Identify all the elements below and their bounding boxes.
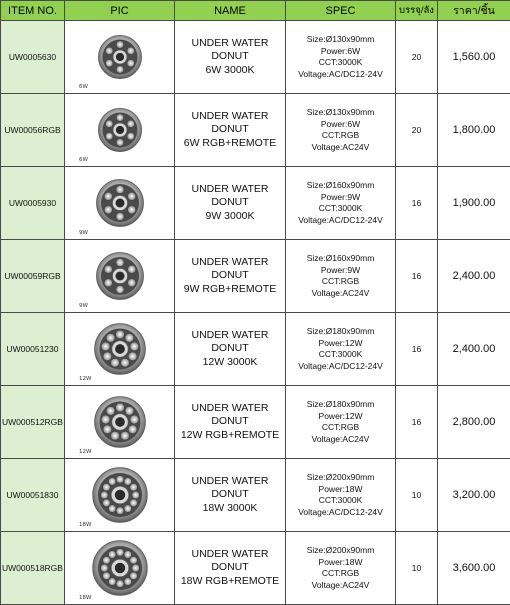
unit-price: 2,400.00 — [453, 270, 496, 282]
name-line: DONUT — [175, 342, 285, 356]
spec-line: Power:12W — [286, 338, 395, 350]
name-line: UNDER WATER — [175, 183, 285, 197]
name-line: DONUT — [175, 488, 285, 502]
pic-cell — [65, 94, 175, 167]
spec-line: Voltage:AC24V — [286, 580, 395, 592]
spec-cell — [286, 386, 396, 459]
item-no-cell — [1, 386, 65, 459]
watt-label: 6W — [79, 84, 88, 90]
spec-cell — [286, 21, 396, 94]
spec-cell — [286, 167, 396, 240]
header-name: NAME — [175, 1, 286, 21]
item-no: UW00051230 — [7, 344, 59, 354]
donut-light-icon — [97, 107, 143, 153]
pack-cell — [396, 167, 438, 240]
name-line: DONUT — [175, 196, 285, 210]
pack-cell — [396, 94, 438, 167]
spec-line: Voltage:AC/DC12-24V — [286, 69, 395, 81]
table-row — [1, 459, 510, 532]
item-no: UW0005930 — [9, 198, 56, 208]
price-cell — [438, 386, 510, 459]
name-line: DONUT — [175, 561, 285, 575]
donut-light-icon — [93, 322, 147, 376]
item-no-cell — [1, 240, 65, 313]
spec-line: Voltage:AC24V — [286, 434, 395, 446]
unit-price: 1,900.00 — [453, 197, 496, 209]
unit-price: 3,200.00 — [453, 489, 496, 501]
name-cell — [175, 21, 286, 94]
donut-light-icon — [95, 251, 145, 301]
watt-label: 18W — [79, 522, 91, 528]
header-price: ราคา/ชิ้น — [438, 1, 510, 21]
name-cell — [175, 459, 286, 532]
item-no-cell — [1, 167, 65, 240]
item-no-cell — [1, 459, 65, 532]
name-line: DONUT — [175, 415, 285, 429]
table-row — [1, 313, 510, 386]
spec-line: CCT:3000K — [286, 203, 395, 215]
pic-cell — [65, 459, 175, 532]
spec-line: Size:Ø180x90mm — [286, 399, 395, 411]
name-cell — [175, 167, 286, 240]
price-cell — [438, 167, 510, 240]
pic-cell — [65, 21, 175, 94]
donut-light-icon — [97, 34, 143, 80]
unit-price: 1,560.00 — [453, 51, 496, 63]
spec-line: Size:Ø180x90mm — [286, 326, 395, 338]
spec-line: Size:Ø200x90mm — [286, 545, 395, 557]
pack-cell — [396, 386, 438, 459]
name-line: 18W 3000K — [175, 502, 285, 516]
name-cell — [175, 240, 286, 313]
spec-line: CCT:RGB — [286, 422, 395, 434]
header-spec: SPEC — [286, 1, 396, 21]
price-cell — [438, 532, 510, 605]
item-no: UW00051830 — [7, 490, 59, 500]
table-row — [1, 386, 510, 459]
unit-price: 3,600.00 — [453, 562, 496, 574]
watt-label: 12W — [79, 449, 91, 455]
item-no: UW000512RGB — [2, 417, 63, 427]
spec-line: CCT:RGB — [286, 130, 395, 142]
spec-line: CCT:RGB — [286, 568, 395, 580]
donut-light-icon — [93, 395, 147, 449]
watt-label: 6W — [79, 157, 88, 163]
spec-line: Size:Ø160x90mm — [286, 180, 395, 192]
table-row — [1, 167, 510, 240]
header-item-no: ITEM NO. — [1, 1, 65, 21]
name-cell — [175, 313, 286, 386]
pack-qty: 16 — [412, 271, 421, 281]
name-line: DONUT — [175, 123, 285, 137]
watt-label: 9W — [79, 230, 88, 236]
table-row — [1, 21, 510, 94]
spec-line: Size:Ø130x90mm — [286, 34, 395, 46]
price-cell — [438, 459, 510, 532]
item-no-cell — [1, 532, 65, 605]
spec-cell — [286, 532, 396, 605]
name-line: 9W 3000K — [175, 210, 285, 224]
price-cell — [438, 94, 510, 167]
spec-cell — [286, 94, 396, 167]
spec-line: Size:Ø200x90mm — [286, 472, 395, 484]
watt-label: 18W — [79, 595, 91, 601]
pack-cell — [396, 532, 438, 605]
name-cell — [175, 386, 286, 459]
spec-line: Size:Ø160x90mm — [286, 253, 395, 265]
price-cell — [438, 21, 510, 94]
name-line: DONUT — [175, 269, 285, 283]
spec-line: CCT:3000K — [286, 57, 395, 69]
pack-cell — [396, 21, 438, 94]
spec-line: Power:18W — [286, 484, 395, 496]
spec-line: Power:12W — [286, 411, 395, 423]
pic-cell — [65, 532, 175, 605]
spec-cell — [286, 240, 396, 313]
unit-price: 1,800.00 — [453, 124, 496, 136]
spec-cell — [286, 313, 396, 386]
spec-line: Size:Ø130x90mm — [286, 107, 395, 119]
name-line: UNDER WATER — [175, 110, 285, 124]
pack-qty: 16 — [412, 198, 421, 208]
spec-line: Voltage:AC/DC12-24V — [286, 507, 395, 519]
table-row — [1, 94, 510, 167]
name-line: DONUT — [175, 50, 285, 64]
name-line: 6W 3000K — [175, 64, 285, 78]
spec-line: Power:18W — [286, 557, 395, 569]
unit-price: 2,400.00 — [453, 343, 496, 355]
table-row — [1, 532, 510, 605]
spec-line: Power:6W — [286, 119, 395, 131]
pic-cell — [65, 386, 175, 459]
watt-label: 12W — [79, 376, 91, 382]
donut-light-icon — [91, 466, 149, 524]
item-no-cell — [1, 313, 65, 386]
name-line: UNDER WATER — [175, 402, 285, 416]
name-cell — [175, 532, 286, 605]
price-cell — [438, 313, 510, 386]
pack-qty: 20 — [412, 52, 421, 62]
spec-line: Power:9W — [286, 192, 395, 204]
name-line: 12W 3000K — [175, 356, 285, 370]
spec-line: Voltage:AC24V — [286, 142, 395, 154]
pack-cell — [396, 313, 438, 386]
header-pic: PIC — [65, 1, 175, 21]
name-line: UNDER WATER — [175, 37, 285, 51]
pack-qty: 10 — [412, 563, 421, 573]
header-row — [1, 1, 510, 21]
pack-cell — [396, 240, 438, 313]
name-line: UNDER WATER — [175, 329, 285, 343]
item-no: UW000518RGB — [2, 563, 63, 573]
name-line: UNDER WATER — [175, 256, 285, 270]
donut-light-icon — [95, 178, 145, 228]
name-line: 12W RGB+REMOTE — [175, 429, 285, 443]
table-row — [1, 240, 510, 313]
pic-cell — [65, 167, 175, 240]
name-line: UNDER WATER — [175, 548, 285, 562]
header-pack: บรรจุ/ลัง — [396, 1, 438, 21]
spec-line: CCT:RGB — [286, 276, 395, 288]
name-cell — [175, 94, 286, 167]
pack-qty: 20 — [412, 125, 421, 135]
unit-price: 2,800.00 — [453, 416, 496, 428]
spec-line: Voltage:AC24V — [286, 288, 395, 300]
spec-line: Voltage:AC/DC12-24V — [286, 215, 395, 227]
item-no: UW0005630 — [9, 52, 56, 62]
pic-cell — [65, 313, 175, 386]
pack-qty: 16 — [412, 417, 421, 427]
spec-line: CCT:3000K — [286, 495, 395, 507]
name-line: 6W RGB+REMOTE — [175, 137, 285, 151]
name-line: 9W RGB+REMOTE — [175, 283, 285, 297]
name-line: UNDER WATER — [175, 475, 285, 489]
spec-line: Voltage:AC/DC12-24V — [286, 361, 395, 373]
item-no-cell — [1, 21, 65, 94]
spec-line: Power:9W — [286, 265, 395, 277]
spec-line: CCT:3000K — [286, 349, 395, 361]
price-cell — [438, 240, 510, 313]
item-no: UW00059RGB — [4, 271, 60, 281]
donut-light-icon — [91, 539, 149, 597]
spec-cell — [286, 459, 396, 532]
watt-label: 9W — [79, 303, 88, 309]
pack-cell — [396, 459, 438, 532]
item-no-cell — [1, 94, 65, 167]
pack-qty: 16 — [412, 344, 421, 354]
item-no: UW00056RGB — [4, 125, 60, 135]
pack-qty: 10 — [412, 490, 421, 500]
spec-line: Power:6W — [286, 46, 395, 58]
name-line: 18W RGB+REMOTE — [175, 575, 285, 589]
pic-cell — [65, 240, 175, 313]
